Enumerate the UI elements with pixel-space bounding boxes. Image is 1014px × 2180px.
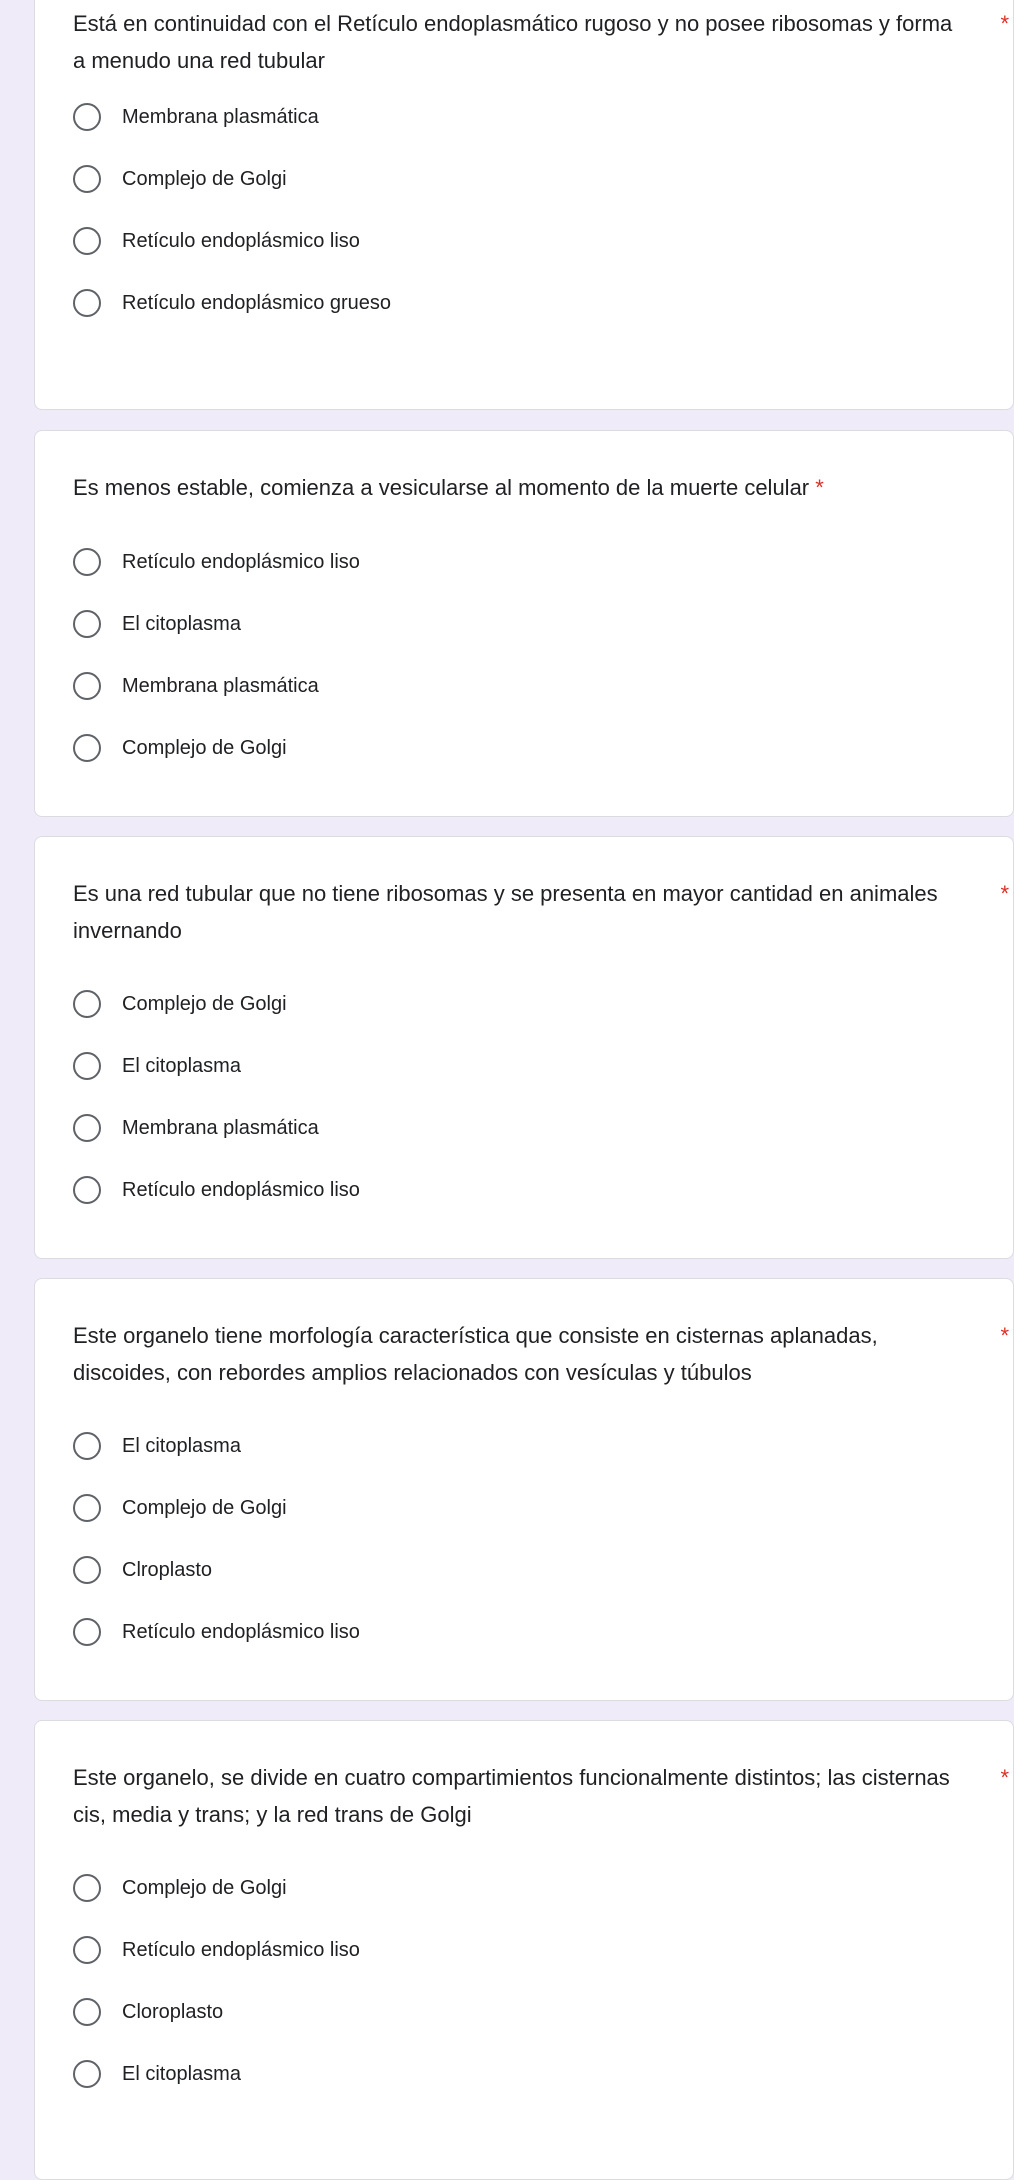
radio-option[interactable] — [73, 607, 241, 641]
radio-button[interactable] — [73, 1494, 101, 1522]
radio-option[interactable] — [73, 286, 391, 320]
option-label: Retículo endoplásmico grueso — [122, 291, 392, 314]
radio-button[interactable] — [73, 1874, 101, 1902]
radio-button[interactable] — [73, 548, 101, 576]
question-card-1 — [34, 0, 1014, 410]
question-title — [73, 5, 1009, 79]
option-label: El citoplasma — [122, 612, 241, 635]
option-label: Clroplasto — [122, 1558, 213, 1581]
radio-option[interactable] — [73, 987, 287, 1021]
radio-button[interactable] — [73, 1114, 101, 1142]
option-label: Retículo endoplásmico liso — [122, 1620, 360, 1643]
question-title — [73, 875, 1009, 949]
radio-option[interactable] — [73, 1615, 360, 1649]
radio-button[interactable] — [73, 1432, 101, 1460]
radio-option[interactable] — [73, 100, 319, 134]
question-text: Es menos estable, comienza a vesicularse al momento de la muerte celular — [73, 475, 810, 500]
radio-button[interactable] — [73, 672, 101, 700]
radio-button[interactable] — [73, 289, 101, 317]
required-asterisk: * — [815, 475, 824, 500]
radio-option[interactable] — [73, 162, 287, 196]
question-card-4 — [34, 1278, 1014, 1701]
radio-option[interactable] — [73, 1995, 223, 2029]
radio-option[interactable] — [73, 1491, 287, 1525]
option-label: Membrana plasmática — [122, 105, 319, 128]
radio-option[interactable] — [73, 669, 319, 703]
question-card-5 — [34, 1720, 1014, 2180]
radio-option[interactable] — [73, 1049, 241, 1083]
radio-button[interactable] — [73, 165, 101, 193]
required-asterisk: * — [1000, 881, 1009, 906]
radio-button[interactable] — [73, 734, 101, 762]
option-label: El citoplasma — [122, 2062, 241, 2085]
option-label: Membrana plasmática — [122, 1116, 319, 1139]
option-label: Complejo de Golgi — [122, 1876, 287, 1899]
radio-button[interactable] — [73, 1936, 101, 1964]
option-label: El citoplasma — [122, 1434, 241, 1457]
radio-button[interactable] — [73, 1998, 101, 2026]
radio-option[interactable] — [73, 224, 360, 258]
question-text: Está en continuidad con el Retículo endoplasmático rugoso y no posee ribosomas y forma a menudo una red tubular — [73, 11, 953, 73]
radio-option[interactable] — [73, 1429, 241, 1463]
option-label: Membrana plasmática — [122, 674, 319, 697]
radio-button[interactable] — [73, 1176, 101, 1204]
question-text: Este organelo tiene morfología característica que consiste en cisternas aplanadas, discoides, con rebordes amplios relacionados con vesículas y túbulos — [73, 1323, 878, 1385]
option-label: Complejo de Golgi — [122, 167, 287, 190]
question-card-3 — [34, 836, 1014, 1259]
required-asterisk: * — [1000, 11, 1009, 36]
radio-button[interactable] — [73, 227, 101, 255]
question-text: Es una red tubular que no tiene ribosomas y se presenta en mayor cantidad en animales invernando — [73, 881, 938, 943]
question-title — [73, 1317, 1009, 1391]
radio-button[interactable] — [73, 610, 101, 638]
option-label: Complejo de Golgi — [122, 736, 287, 759]
radio-option[interactable] — [73, 2057, 241, 2091]
radio-option[interactable] — [73, 1553, 212, 1587]
radio-option[interactable] — [73, 1111, 319, 1145]
option-label: Retículo endoplásmico liso — [122, 1938, 360, 1961]
radio-option[interactable] — [73, 1173, 360, 1207]
option-label: Retículo endoplásmico liso — [122, 1178, 360, 1201]
radio-button[interactable] — [73, 990, 101, 1018]
question-card-2 — [34, 430, 1014, 817]
required-asterisk: * — [1000, 1323, 1009, 1348]
question-title — [73, 469, 1005, 506]
radio-button[interactable] — [73, 1618, 101, 1646]
radio-option[interactable] — [73, 1933, 360, 1967]
option-label: El citoplasma — [122, 1054, 241, 1077]
radio-button[interactable] — [73, 2060, 101, 2088]
option-label: Complejo de Golgi — [122, 1496, 287, 1519]
radio-option[interactable] — [73, 731, 287, 765]
option-label: Complejo de Golgi — [122, 992, 287, 1015]
radio-button[interactable] — [73, 103, 101, 131]
question-text: Este organelo, se divide en cuatro compartimientos funcionalmente distintos; las cisternas cis, media y trans; y la red trans de Golgi — [73, 1765, 950, 1827]
radio-button[interactable] — [73, 1556, 101, 1584]
radio-option[interactable] — [73, 545, 360, 579]
option-label: Retículo endoplásmico liso — [122, 229, 360, 252]
option-label: Cloroplasto — [122, 2000, 224, 2023]
radio-button[interactable] — [73, 1052, 101, 1080]
question-title — [73, 1759, 1009, 1833]
radio-option[interactable] — [73, 1871, 287, 1905]
required-asterisk: * — [1000, 1765, 1009, 1790]
option-label: Retículo endoplásmico liso — [122, 550, 360, 573]
